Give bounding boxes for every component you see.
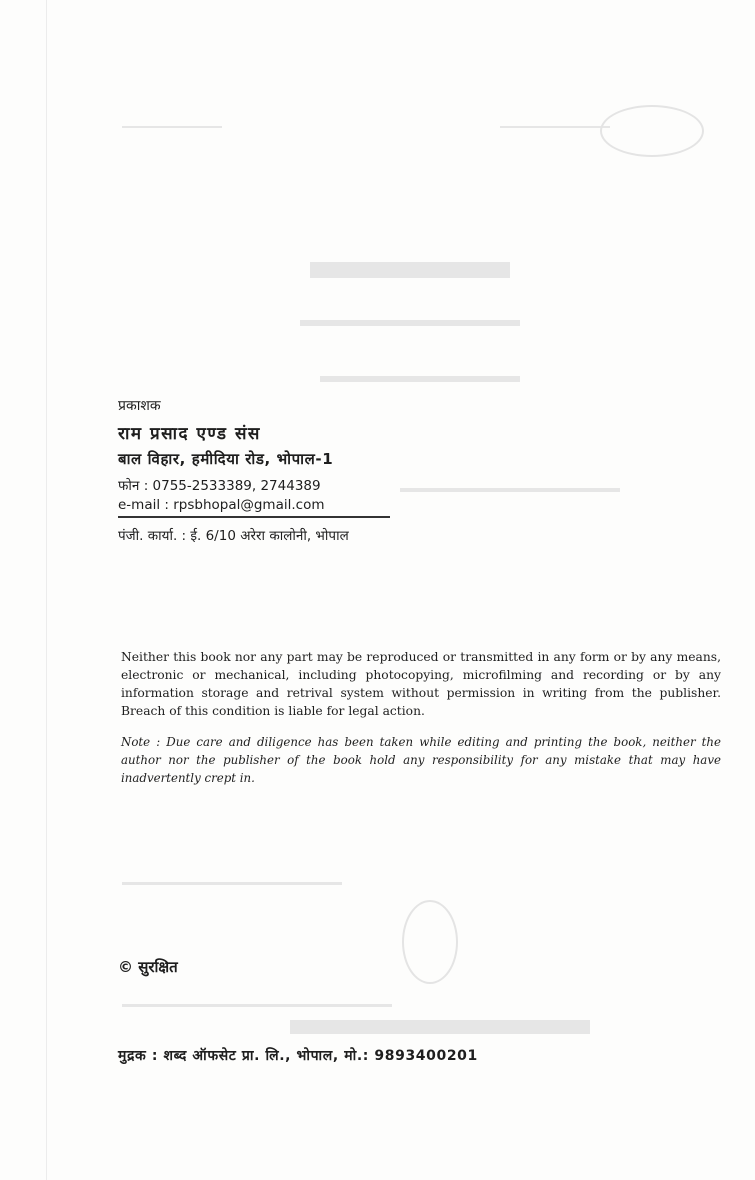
publisher-phone: फोन : 0755-2533389, 2744389 [118,478,321,494]
printer-info: मुद्रक : शब्द ऑफसेट प्रा. लि., भोपाल, मो.: 9893400201 [118,1048,478,1064]
publisher-label: प्रकाशक [118,398,161,414]
publisher-email: e-mail : rpsbhopal@gmail.com [118,497,325,513]
publisher-address: बाल विहार, हमीदिया रोड, भोपाल-1 [118,450,334,468]
bleed-through-mark [310,262,510,278]
bleed-through-mark [500,126,610,128]
bleed-through-mark [400,488,620,492]
bleed-through-mark [122,1004,392,1007]
divider [118,516,390,518]
bleed-through-mark [122,126,222,128]
page-edge [46,0,47,1180]
bleed-through-mark [300,320,520,326]
bleed-through-mark [290,1020,590,1034]
rights-notice: Neither this book nor any part may be reproduced or transmitted in any form or by any means, electronic or mechanical, including photocopying, microfilming and recording or by any information storage and retrival system without permission in writing from the publisher. Breach of this condition is liable for legal action. [121,650,721,718]
bleed-through-mark [320,376,520,382]
disclaimer-note: Note : Due care and diligence has been taken while editing and printing the book, neither the author nor the publisher of the book hold any responsibility for any mistake that may have inadvertently crept in. [121,735,721,785]
bleed-through-mark [600,105,704,157]
publisher-name: राम प्रसाद एण्ड संस [118,424,261,444]
registered-office: पंजी. कार्या. : ई. 6/10 अरेरा कालोनी, भोपाल [118,528,349,544]
bleed-through-mark [402,900,458,984]
bleed-through-mark [122,882,342,885]
copyright-notice: © सुरक्षित [118,958,178,976]
